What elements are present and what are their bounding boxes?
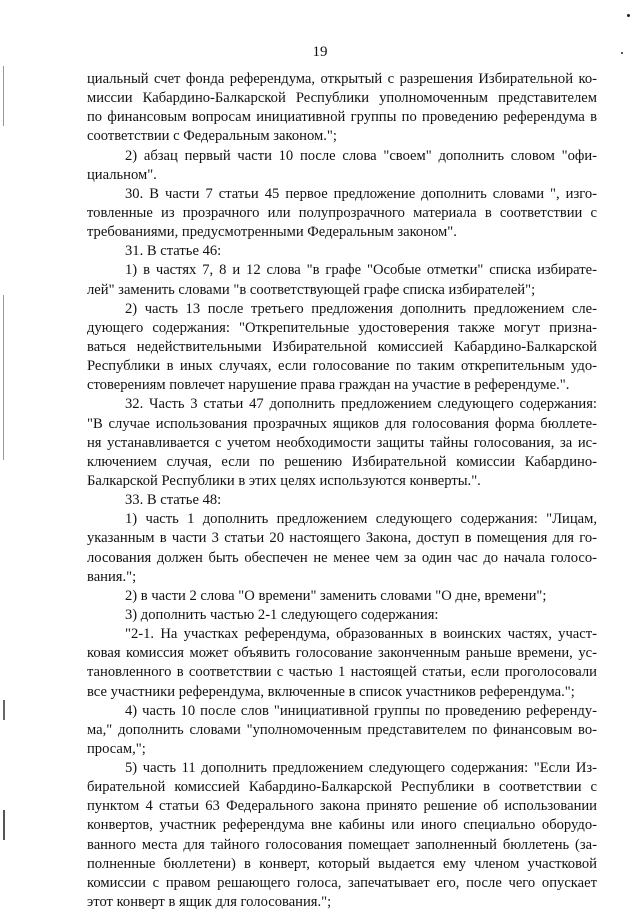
text-line: все участники референдума, включенные в список участников референдума.";: [87, 683, 575, 700]
text-line: 1) часть 1 дополнить предложением следующего содержания: "Лицам,: [125, 511, 597, 528]
text-line: конвертов, участник референдума вне кабины или иного специально оборудо-: [87, 817, 597, 834]
text-line: требованиями, предусмотренными Федеральным законом".: [87, 224, 457, 241]
text-line: лосования должен быть обеспечен не менее чем за один час до начала голосо-: [87, 549, 597, 566]
scan-edge-mark: [3, 66, 4, 126]
text-line: "2-1. На участках референдума, образованных в воинских частях, участ-: [125, 626, 597, 643]
text-line: комиссии с правом решающего голоса, запечатывает его, после чего опускает: [87, 874, 597, 891]
text-line: указанным в части 3 статьи 20 настоящего Закона, доступ в помещения для го-: [87, 530, 597, 547]
text-line: ма," дополнить словами "уполномоченным представителем по финансовым во-: [87, 721, 597, 738]
text-line: 2) в части 2 слова "О времени" заменить словами "О дне, времени";: [125, 587, 547, 604]
text-line: Республики в иных случаях, если голосование по таким открепительным удо-: [87, 358, 597, 375]
text-line: ня устанавливается с учетом необходимости защиты тайны голосования, за ис-: [87, 434, 597, 451]
text-line: циальном".: [87, 166, 157, 183]
text-line: 30. В части 7 статьи 45 первое предложение дополнить словами ", изго-: [125, 185, 597, 202]
text-line: дующего содержания: "Открепительные удостоверения также могут призна-: [87, 319, 597, 336]
text-line: 4) часть 10 после слов "инициативной группы по проведению референду-: [125, 702, 597, 719]
text-line: пунктом 4 статьи 63 Федерального закона принято решение об использовании: [87, 798, 597, 815]
text-line: ключением случая, если по решению Избирательной комиссии Кабардино-: [87, 453, 597, 470]
scan-speck: [627, 14, 630, 17]
text-line: этот конверт в ящик для голосования.";: [87, 894, 332, 911]
document-body: [87, 70, 597, 912]
text-line: 1) в частях 7, 8 и 12 слова "в графе "Особые отметки" списка избирате-: [125, 262, 597, 279]
scan-edge-mark: [3, 295, 4, 460]
text-line: стоверениям повлечет нарушение права граждан на участие в референдуме.".: [87, 377, 570, 394]
text-line: ванного места для тайного голосования помещает заполненный бюллетень (за-: [87, 836, 597, 853]
text-line: "В случае использования прозрачных ящиков для голосования форма бюллете-: [87, 415, 597, 432]
text-line: 5) часть 11 дополнить предложением следующего содержания: "Если Из-: [125, 760, 597, 777]
text-line: вания.";: [87, 568, 137, 585]
text-line: по финансовым вопросам инициативной группы по проведению референдума в: [87, 109, 597, 126]
text-line: тановленного в соответствии с частью 1 настоящей статьи, если проголосовали: [87, 664, 597, 681]
text-line: товленные из прозрачного или полупрозрачного материала в соответствии с: [87, 204, 597, 221]
text-line: ковая комиссия может объявить голосование законченным раньше времени, ус-: [87, 645, 597, 662]
text-line: просам,";: [87, 740, 146, 757]
text-line: 2) часть 13 после третьего предложения дополнить предложением сле-: [125, 300, 597, 317]
text-line: миссии Кабардино-Балкарской Республики уполномоченным представителем: [87, 90, 597, 107]
text-line: 32. Часть 3 статьи 47 дополнить предложением следующего содержания:: [125, 396, 597, 413]
scan-speck: [621, 52, 623, 54]
text-line: полненные бюллетени) в конверт, который выдается ему членом участковой: [87, 855, 597, 872]
text-line: 2) абзац первый части 10 после слова "своем" дополнить словом "офи-: [125, 147, 597, 164]
text-line: 3) дополнить частью 2-1 следующего содержания:: [125, 606, 439, 623]
page-number: 19: [312, 44, 328, 60]
text-line: циальный счет фонда референдума, открытый с разрешения Избирательной ко-: [87, 71, 597, 87]
text-line: соответствии с Федеральным законом.";: [87, 128, 337, 145]
scan-edge-mark: [3, 700, 5, 720]
text-line: 33. В статье 48:: [125, 492, 222, 509]
scan-edge-mark: [3, 810, 5, 840]
text-line: ваться недействительными Избирательной комиссией Кабардино-Балкарской: [87, 338, 597, 355]
text-line: 31. В статье 46:: [125, 243, 222, 260]
text-line: лей" заменить словами "в соответствующей графе списка избирателей";: [87, 281, 536, 298]
text-line: Балкарской Республики в этих целях используются конверты.".: [87, 472, 481, 489]
text-line: бирательной комиссией Кабардино-Балкарской Республики в соответствии с: [87, 779, 597, 796]
